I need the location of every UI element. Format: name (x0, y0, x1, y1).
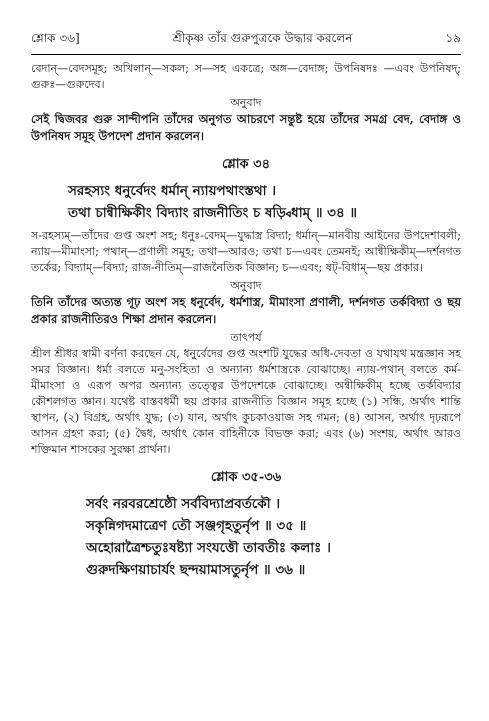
verse-line: সর্বং নরবরশ্রেষ্ঠৌ সর্ববিদ্যাপ্রবর্তকৌ । (86, 496, 281, 512)
verse-heading: শ্লোক ৩৪ (221, 157, 271, 172)
verse-line: গুরুদক্ষিণয়াচার্যং ছন্দয়ামাসতুর্নৃপ ॥ ৩৬ ॥ (86, 562, 306, 578)
verse-34-text (31, 180, 461, 224)
running-header (31, 30, 461, 55)
translation-label: অনুবাদ (230, 279, 262, 292)
chapter-title: শ্রীকৃষ্ণ তাঁর গুরুপুত্রকে উদ্ধার করলেন (172, 31, 353, 45)
translation-text: সেই দ্বিজবর গুরু সান্দীপনি তাঁদের অনুগত আচরণে সন্তুষ্ট হয়ে তাঁদের সমগ্র বেদ, বেদাঙ্গ ও উপনিষদ সমূহ উপদেশ প্রদান করলেন। (31, 112, 461, 143)
purport-text: শ্রীল শ্রীধর স্বামী বর্ণনা করছেন যে, ধনুর্বেদের গুপ্ত অংশটি যুদ্ধের অধি-দেবতা ও যথাযথ মন্ত্রজ্ঞান সহ সমর বিজ্ঞান। ধর্মা বলতে মনু-সংহিতা ও অন্যান্য ধর্মশাস্ত্রকে বোঝাচ্ছে। ন্যায়-পথান্ বলতে কর্ম-মীমাংসা ও এরূপ অপর অন্যান্য তত্ত্বের উপদেশকে বোঝাচ্ছে। অন্বীক্ষিকীম্ হচ্ছে তর্কবিদ্যার কৌশলগত জ্ঞান। যথেষ্ট বাস্তবধর্মী ছয় প্রকার রাজনীতি বিজ্ঞান সমূহ হচ্ছে (১) সন্ধি, অর্থাৎ শান্তি স্থাপন, (২) বিগ্রহ, অর্থাৎ যুদ্ধ; (৩) যান, অর্থাৎ কুচকাওয়াজ সহ গমন; (৪) আসন, অর্থাৎ দৃঢ়রূপে আসন গ্রহণ করা; (৫) দ্বৈধ, অর্থাৎ কোন বাহিনীকে বিভক্ত করা; এবং (৬) সংশয়, অর্থাৎ আরও শক্তিমান শাসকের সুরক্ষা প্রার্থনা। (31, 347, 461, 456)
translation-text: তিনি তাঁদের অত্যন্ত গূঢ় অংশ সহ ধনুর্বেদ, ধর্মশাস্ত্র, মীমাংসা প্রণালী, দর্শনগত তর্কবিদ্যা ও ছয় প্রকার রাজনীতিরও শিক্ষা প্রদান করলেন। (31, 295, 461, 326)
verse-35-36-text (31, 493, 461, 581)
header-verse-ref: শ্লোক ৩৬] (31, 31, 80, 45)
purport-label: তাৎপর্য (230, 331, 262, 344)
synonyms-text: স-রহস্যম্—তাঁদের গুপ্ত অংশ সহ; ধনুঃ-বেদম্—যুদ্ধাস্ত্র বিদ্যা; ধর্মান্—মানবীয় আইনের উপদেশাবলী; ন্যায়—মীমাংসা; পথান্—প্রণালী সমূহ; তথা—আরও; তথা চ—এবং তেমনই; আন্বীক্ষিকীম্—দর্শনগত তর্কের; বিদ্যাম্—বিদ্যা; রাজ-নীতিম্—রাজনৈতিক বিজ্ঞান; চ—এবং; ষট্-বিধাম্—ছয় প্রকার। (31, 229, 461, 274)
verse-line: সকৃন্নিগদমাত্রেণ তৌ সঞ্জগৃহতুর্নৃপ ॥ ৩৫ ॥ (86, 518, 307, 534)
verse-line: তথা চান্বীক্ষিকীং বিদ্যাং রাজনীতিং চ ষড়্বিধাম্ ॥ ৩৪ ॥ (68, 205, 358, 221)
synonyms-previous-verse: বেদান্—বেদসমূহ; অখিলান্—সকল; স—সহ একত্রে; অঙ্গ—বেদাঙ্গ; উপনিষদঃ —এবং উপনিষদ্; গুরুঃ—গুরুদেব। (31, 62, 461, 91)
verse-line: সরহস্যং ধনুর্বেদং ধর্মান্ ন্যায়পথাংস্তথা । (68, 183, 277, 199)
translation-label: অনুবাদ (230, 96, 262, 109)
page-number: ১৯ (445, 31, 461, 45)
verse-heading: শ্লোক ৩৫-৩৬ (210, 470, 282, 485)
verse-line: অহোরাত্রৈশ্চতুঃষষ্ট্যা সংযত্তৌ তাবতীঃ কলাঃ । (86, 540, 331, 556)
